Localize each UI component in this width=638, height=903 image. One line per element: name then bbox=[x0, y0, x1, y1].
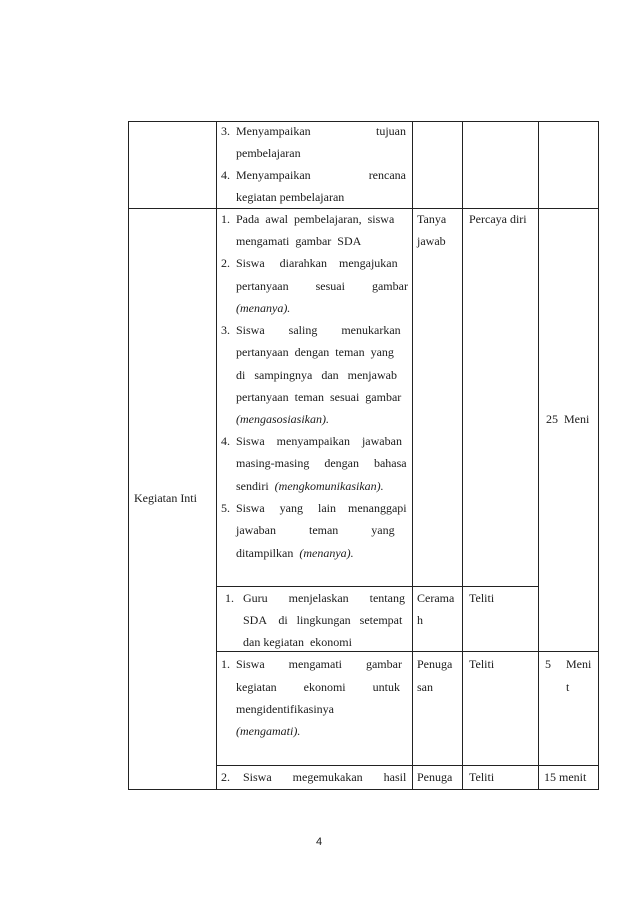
character-label: Teliti bbox=[469, 657, 495, 671]
table-col-line-1 bbox=[216, 121, 217, 790]
item-text: Menyampaikan bbox=[236, 168, 311, 182]
method-label: h bbox=[417, 613, 423, 627]
step-line: pertanyaan dengan teman yang bbox=[236, 345, 394, 359]
step-line: mengamati gambar SDA bbox=[236, 234, 362, 248]
table-row-line-4 bbox=[216, 765, 599, 766]
step-number: 2. bbox=[221, 770, 230, 784]
item-number: 3. bbox=[221, 124, 230, 138]
step-number: 1. bbox=[225, 591, 234, 605]
step-line: (mengasosiasikan). bbox=[236, 412, 329, 426]
step-line: Siswa menyampaikan jawaban bbox=[236, 434, 402, 448]
step-line: kegiatan ekonomi untuk bbox=[236, 680, 400, 694]
step-text-italic: (mengkomunikasikan). bbox=[274, 479, 384, 493]
phase-label: Kegiatan Inti bbox=[134, 491, 197, 505]
item-line: kegiatan pembelajaran bbox=[236, 190, 345, 204]
step-number: 5. bbox=[221, 501, 230, 515]
item-line: pembelajaran bbox=[236, 146, 301, 160]
step-line: jawaban teman yang bbox=[236, 523, 395, 537]
step-number: 2. bbox=[221, 256, 230, 270]
time-unit: t bbox=[566, 680, 570, 694]
table-row-line-1 bbox=[128, 208, 599, 209]
step-number: 4. bbox=[221, 434, 230, 448]
item-number: 4. bbox=[221, 168, 230, 182]
time-number: 5 bbox=[545, 657, 551, 671]
step-line bbox=[236, 546, 354, 560]
step-line bbox=[236, 479, 384, 493]
step-line: Siswa saling menukarkan bbox=[236, 323, 401, 337]
item-text: rencana bbox=[368, 168, 406, 182]
table-border-bottom bbox=[128, 789, 599, 790]
step-line: Guru menjelaskan tentang bbox=[243, 591, 405, 605]
time-unit: Meni bbox=[566, 657, 592, 671]
table-col-line-3 bbox=[462, 121, 463, 790]
page-number: 4 bbox=[315, 836, 323, 848]
character-label: Teliti bbox=[469, 591, 495, 605]
table-col-line-2 bbox=[412, 121, 413, 790]
item-text: Menyampaikan bbox=[236, 124, 311, 138]
step-line: Siswa mengamati gambar bbox=[236, 657, 402, 671]
step-line: (menanya). bbox=[236, 301, 291, 315]
step-line: masing-masing dengan bahasa bbox=[236, 456, 407, 470]
method-label: Penuga bbox=[417, 657, 453, 671]
step-line: Siswa megemukakan hasil bbox=[243, 770, 407, 784]
step-line: mengidentifikasinya bbox=[236, 702, 334, 716]
table-col-line-4 bbox=[538, 121, 539, 790]
step-line: Siswa yang lain menanggapi bbox=[236, 501, 407, 515]
table-row-line-2 bbox=[216, 586, 538, 587]
character-label: Teliti bbox=[469, 770, 495, 784]
method-label: jawab bbox=[417, 234, 446, 248]
step-line: SDA di lingkungan setempat bbox=[243, 613, 403, 627]
step-line: pertanyaan sesuai gambar bbox=[236, 279, 408, 293]
item-line bbox=[236, 168, 406, 182]
step-text-plain: sendiri bbox=[236, 479, 275, 493]
step-text-italic: (menanya). bbox=[299, 546, 354, 560]
method-label: san bbox=[417, 680, 433, 694]
step-number: 1. bbox=[221, 212, 230, 226]
method-label: Cerama bbox=[417, 591, 455, 605]
step-line: di sampingnya dan menjawab bbox=[236, 368, 397, 382]
character-label: Percaya diri bbox=[469, 212, 527, 226]
time-label: 25 Meni bbox=[546, 412, 590, 426]
step-text-plain: ditampilkan bbox=[236, 546, 300, 560]
step-number: 1. bbox=[221, 657, 230, 671]
item-line bbox=[236, 124, 406, 138]
table-border-right bbox=[598, 121, 599, 790]
table-border-top bbox=[128, 121, 599, 122]
step-number: 3. bbox=[221, 323, 230, 337]
item-text: tujuan bbox=[376, 124, 406, 138]
step-line: Pada awal pembelajaran, siswa bbox=[236, 212, 395, 226]
method-label: Penuga bbox=[417, 770, 453, 784]
step-line: (mengamati). bbox=[236, 724, 301, 738]
step-line: Siswa diarahkan mengajukan bbox=[236, 256, 398, 270]
table-border-left bbox=[128, 121, 129, 790]
table-row-line-3 bbox=[216, 651, 599, 652]
step-line: dan kegiatan ekonomi bbox=[243, 635, 352, 649]
time-label: 15 menit bbox=[544, 770, 587, 784]
step-line: pertanyaan teman sesuai gambar bbox=[236, 390, 402, 404]
method-label: Tanya bbox=[417, 212, 447, 226]
